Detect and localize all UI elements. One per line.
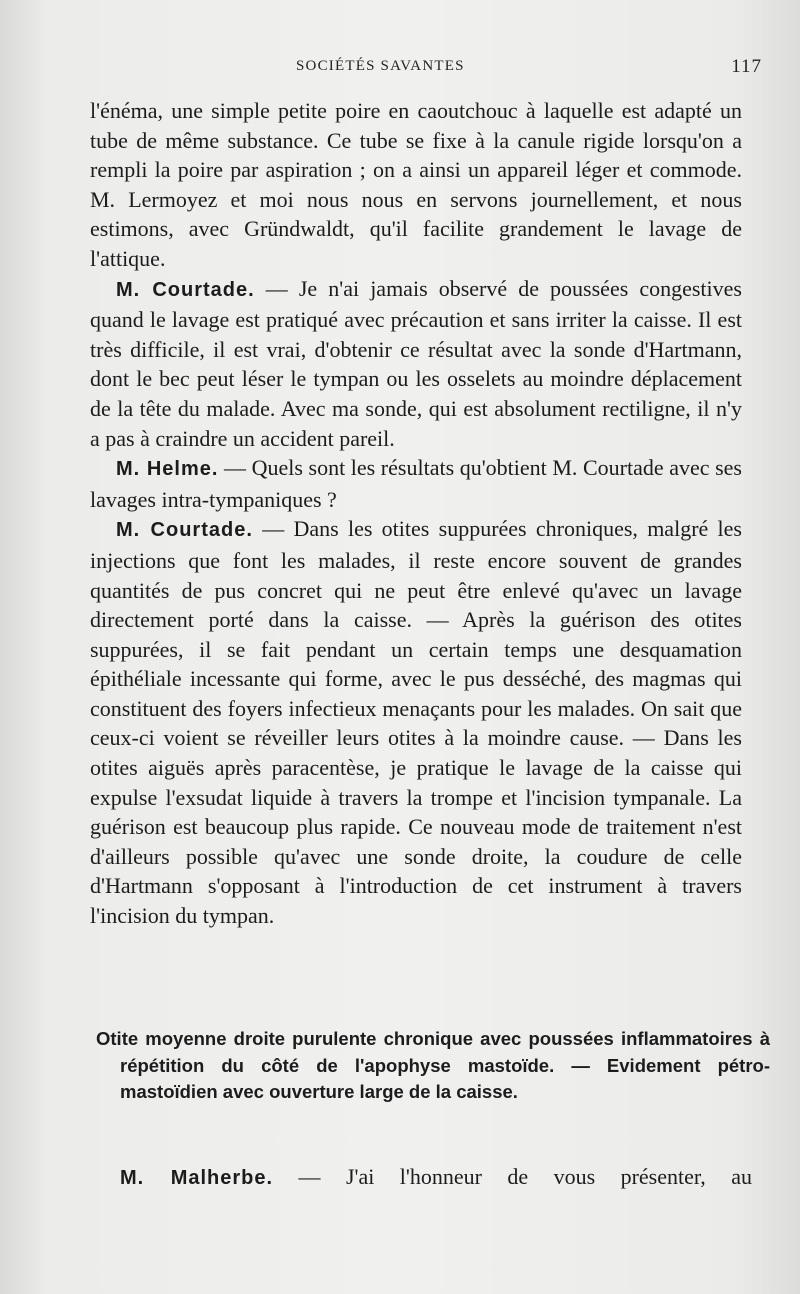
page-number: 117 bbox=[731, 56, 762, 77]
paragraph-text: l'énéma, une simple petite poire en caoutchouc à laquelle est adapté un tube de même substance. Ce tube se fixe à la canule rigide lorsqu'on a rempli la poire par aspiration ; on a ainsi un appareil léger et commode. M. Lermoyez et moi nous nous en servons journellement, et nous estimons, avec Gründwaldt, qu'il facilite grandement le lavage de l'attique. bbox=[90, 98, 742, 271]
body-text bbox=[90, 96, 742, 931]
paragraph-text: — Dans les otites suppurées chroniques, malgré les injections que font les malades, il reste encore souvent de grandes quantités de pus concret qui ne peut être enlevé qu'avec un lavage directement porté dans la caisse. — Après la guérison des otites suppurées, il se fait pendant un certain temps une desquamation épithéliale incessante qui forme, avec le pus desséché, des magmas qui constituent des foyers infectieux menaçants pour les malades. On sait que ceux-ci voient se réveiller leurs otites à la moindre cause. — Dans les otites aiguës après paracentèse, je pratique le lavage de la caisse qui expulse l'exsudat liquide à travers la trompe et l'incision tympanale. La guérison est beaucoup plus rapide. Ce nouveau mode de traitement n'est d'ailleurs possible qu'avec une sonde droite, la coudure de celle d'Hartmann s'opposant à l'introduction de cet instrument à travers l'incision du tympan. bbox=[90, 516, 742, 929]
speaker-name: M. Helme. bbox=[116, 458, 219, 481]
paragraph-text: — Quels sont les résultats qu'obtient M. Courtade avec ses lavages intra-tympaniques ? bbox=[90, 455, 742, 512]
running-title: SOCIÉTÉS SAVANTES bbox=[296, 58, 465, 74]
paragraph-courtade-1 bbox=[90, 274, 742, 454]
paragraph-continuation bbox=[90, 96, 742, 274]
paragraph-text: — Je n'ai jamais observé de poussées congestives quand le lavage est pratiqué avec précaution et sans irriter la caisse. Il est très difficile, il est vrai, d'obtenir ce résultat avec la sonde d'Hartmann, dont le bec peut léser le tympan ou les osselets au moindre déplacement de la tête du malade. Avec ma sonde, qui est absolument rectiligne, il n'y a pas à craindre un accident pareil. bbox=[90, 275, 742, 451]
speaker-name: M. Courtade. bbox=[116, 278, 255, 301]
speaker-name: M. Courtade. bbox=[116, 519, 253, 542]
running-header bbox=[0, 58, 800, 82]
paragraph-text: — J'ai l'honneur de vous présenter, au bbox=[273, 1164, 752, 1189]
paragraph-courtade-2 bbox=[90, 514, 742, 930]
paragraph-malherbe bbox=[120, 1162, 752, 1194]
paragraph-helme bbox=[90, 453, 742, 514]
section-heading: Otite moyenne droite purulente chronique avec poussées inflammatoires à répétition du côté de l'apophyse mastoïde. — Evidement pétro-mastoïdien avec ouverture large de la caisse. bbox=[96, 1028, 770, 1102]
speaker-name: M. Malherbe. bbox=[120, 1167, 274, 1189]
